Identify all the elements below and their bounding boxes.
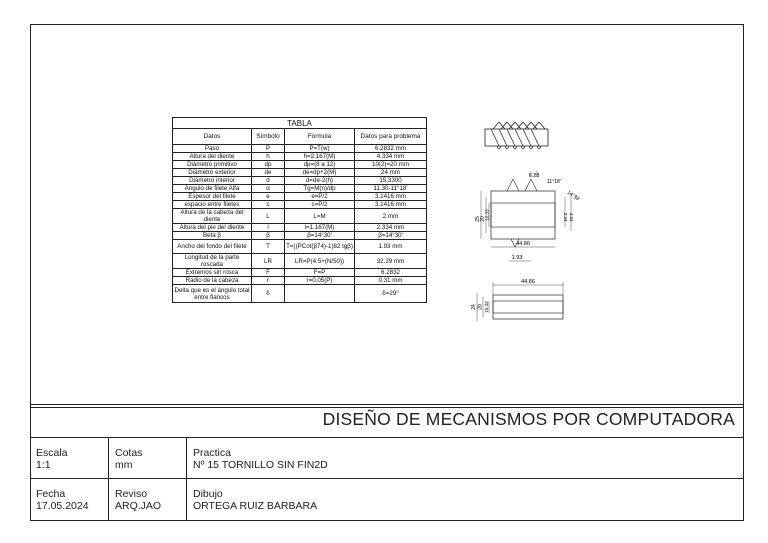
header-formula: Fórmula	[285, 129, 355, 145]
document-title: DISEÑO DE MECANISMOS POR COMPUTADORA	[322, 409, 735, 429]
worm-top-svg	[483, 117, 553, 161]
cotas-value: mm	[115, 459, 133, 471]
table-cell-simbolo: δ	[252, 285, 285, 303]
table-row	[173, 169, 427, 177]
table-cell-simbolo: dp	[252, 161, 285, 169]
title-block-row-2-line	[31, 478, 743, 479]
escala-label: Escala	[36, 447, 68, 459]
table-row	[173, 201, 427, 209]
title-block-border-top	[31, 404, 743, 405]
table-cell-dato: Extremos sin rosca	[173, 269, 252, 277]
table-row	[173, 209, 427, 224]
dim-right-2: 4.34	[569, 212, 574, 222]
fecha-field	[36, 488, 89, 512]
table-cell-formula: c=P/2	[285, 201, 355, 209]
fecha-label: Fecha	[36, 488, 66, 500]
table-row	[173, 161, 427, 169]
table-cell-dato: Longitud de la parte roscada	[173, 254, 252, 269]
table-cell-simbolo: α	[252, 185, 285, 193]
table-cell-valor: 6.2832 mm	[355, 145, 427, 153]
escala-value: 1:1	[36, 459, 51, 471]
dim-left-mid: 20	[480, 216, 486, 222]
table-cell-valor: 32.29 mm	[355, 254, 427, 269]
table-cell-simbolo: c	[252, 201, 285, 209]
table-cell-dato: Espesor del filete	[173, 193, 252, 201]
table-row	[173, 254, 427, 269]
table-cell-formula: h=2.167(M)	[285, 153, 355, 161]
table-row	[173, 153, 427, 161]
title-block-border-top-inner	[31, 407, 743, 408]
table-cell-formula: L=M	[285, 209, 355, 224]
table-cell-simbolo: LR	[252, 254, 285, 269]
table-cell-dato: Ángulo de filete Alfa	[173, 185, 252, 193]
table-row	[173, 232, 427, 240]
table-cell-dato: espacio entre filetes	[173, 201, 252, 209]
dim-right-1: 2.34	[563, 212, 568, 222]
table-cell-formula: β=14°30'	[285, 232, 355, 240]
table-row	[173, 277, 427, 285]
dim-length: 44.86	[516, 241, 530, 247]
table-row	[173, 269, 427, 277]
cotas-field	[115, 447, 142, 471]
table-cell-formula: r=0.05(P)	[285, 277, 355, 285]
table-cell-dato: Ancho del fondo del filete	[173, 240, 252, 254]
table-row	[173, 193, 427, 201]
specs-table	[172, 117, 427, 303]
reviso-value: ARQ.JAO	[115, 500, 162, 512]
table-cell-dato: Diámetro interior	[173, 177, 252, 185]
practica-value: Nº 15 TORNILLO SIN FIN2D	[193, 459, 328, 471]
table-cell-simbolo: L	[252, 209, 285, 224]
dibujo-field	[193, 488, 317, 512]
table-cell-dato: Beta β	[173, 232, 252, 240]
table-cell-simbolo: T	[252, 240, 285, 254]
title-block-col-1-line	[108, 437, 109, 521]
table-cell-formula: e=P/2	[285, 193, 355, 201]
table-cell-valor: 0.31 mm	[355, 277, 427, 285]
table-cell-formula: F=P	[285, 269, 355, 277]
table-cell-valor: 15,3300	[355, 177, 427, 185]
table-row	[173, 240, 427, 254]
table-cell-dato: Paso	[173, 145, 252, 153]
table-cell-dato: Altura del diente	[173, 153, 252, 161]
side-dim-mid: 20	[477, 304, 484, 310]
table-cell-simbolo: P	[252, 145, 285, 153]
reviso-field	[115, 488, 161, 512]
table-cell-formula: l=1.167(M)	[285, 224, 355, 232]
dim-angle1: 11°18'	[547, 179, 561, 185]
table-cell-simbolo: F	[252, 269, 285, 277]
worm-top-view	[483, 117, 553, 166]
table-cell-simbolo: h	[252, 153, 285, 161]
dim-top: 6.28	[528, 173, 540, 179]
table-header-row	[173, 129, 427, 145]
table-cell-valor: 3.1416 mm	[355, 201, 427, 209]
side-dim-length: 44.86	[521, 279, 535, 285]
escala-field	[36, 447, 68, 471]
table-cell-valor: 2 mm	[355, 209, 427, 224]
table-cell-dato: Radio de la cabeza	[173, 277, 252, 285]
table-row	[173, 185, 427, 193]
table-cell-formula: de=dp+2(M)	[285, 169, 355, 177]
side-dim-outer: 24	[471, 304, 477, 310]
worm-side-view	[469, 275, 579, 340]
table-cell-formula: LR=P(4.5+(N/50))	[285, 254, 355, 269]
table-cell-valor: 3.1416 mm	[355, 193, 427, 201]
table-cell-valor: 6.2832	[355, 269, 427, 277]
worm-side-svg	[469, 275, 579, 335]
dim-bottom: 1.93	[511, 255, 523, 261]
table-cell-valor: δ=29°	[355, 285, 427, 303]
title-block-row-1-line	[31, 437, 743, 438]
header-datos-problema: Datos para problema	[355, 129, 427, 145]
fecha-value: 17.05.2024	[36, 500, 89, 512]
dibujo-label: Dibujo	[193, 488, 223, 500]
table-cell-valor: 10(2)=20 mm	[355, 161, 427, 169]
table-cell-formula: Tg=M(n)/dp	[285, 185, 355, 193]
table-cell-simbolo: r	[252, 277, 285, 285]
side-dim-inner: 15.33	[484, 301, 489, 313]
dim-left-outer: 25	[475, 216, 481, 222]
table-cell-dato: Altura de la cabeza del diente	[173, 209, 252, 224]
drawing-sheet	[30, 24, 744, 521]
practica-field	[193, 447, 328, 471]
table-cell-valor: β=14°30'	[355, 232, 427, 240]
dibujo-value: ORTEGA RUIZ BARBARA	[193, 500, 318, 512]
table-cell-valor: 2.334 mm	[355, 224, 427, 232]
header-datos: Datos	[173, 129, 252, 145]
table-cell-simbolo: l	[252, 224, 285, 232]
table-cell-valor: 4.334 mm	[355, 153, 427, 161]
table-cell-simbolo: d	[252, 177, 285, 185]
cotas-label: Cotas	[115, 447, 143, 459]
worm-section-view	[471, 171, 581, 270]
table-cell-formula: P=T(w)	[285, 145, 355, 153]
table-cell-dato: Delta que es el ángulo total entre flancos	[174, 286, 250, 301]
table-cell-simbolo: e	[252, 193, 285, 201]
table-cell-formula	[285, 285, 355, 303]
table-row	[173, 145, 427, 153]
table-cell-formula: d=de-2(h)	[285, 177, 355, 185]
practica-label: Practica	[193, 447, 231, 459]
table-cell-formula: dp=(8 a 12)	[285, 161, 355, 169]
header-simbolo: Símbolo	[252, 129, 285, 145]
dim-angle2: 14°30'	[565, 189, 581, 203]
table-cell-valor: 11.30-11°18'	[355, 185, 427, 193]
table-row	[173, 177, 427, 185]
reviso-label: Reviso	[115, 488, 148, 500]
table-row	[173, 285, 427, 303]
table-cell-valor: 24 mm	[355, 169, 427, 177]
table-row	[173, 224, 427, 232]
table-caption: TABLA	[173, 118, 427, 129]
table-cell-simbolo: de	[252, 169, 285, 177]
table-cell-formula: T=((PCot(β74)-1)82 tgβ)	[285, 240, 355, 254]
title-block-col-2-line	[186, 437, 187, 521]
table-cell-dato: Altura del pie del diente	[173, 224, 252, 232]
table-cell-dato: Diámetro primitivo	[173, 161, 252, 169]
table-cell-simbolo: β	[252, 232, 285, 240]
table-cell-valor: 1.93 mm	[355, 240, 427, 254]
worm-section-svg	[471, 171, 581, 265]
dim-left-inner: 15.33	[484, 209, 490, 221]
table-cell-dato: Diámetro exterior	[173, 169, 252, 177]
